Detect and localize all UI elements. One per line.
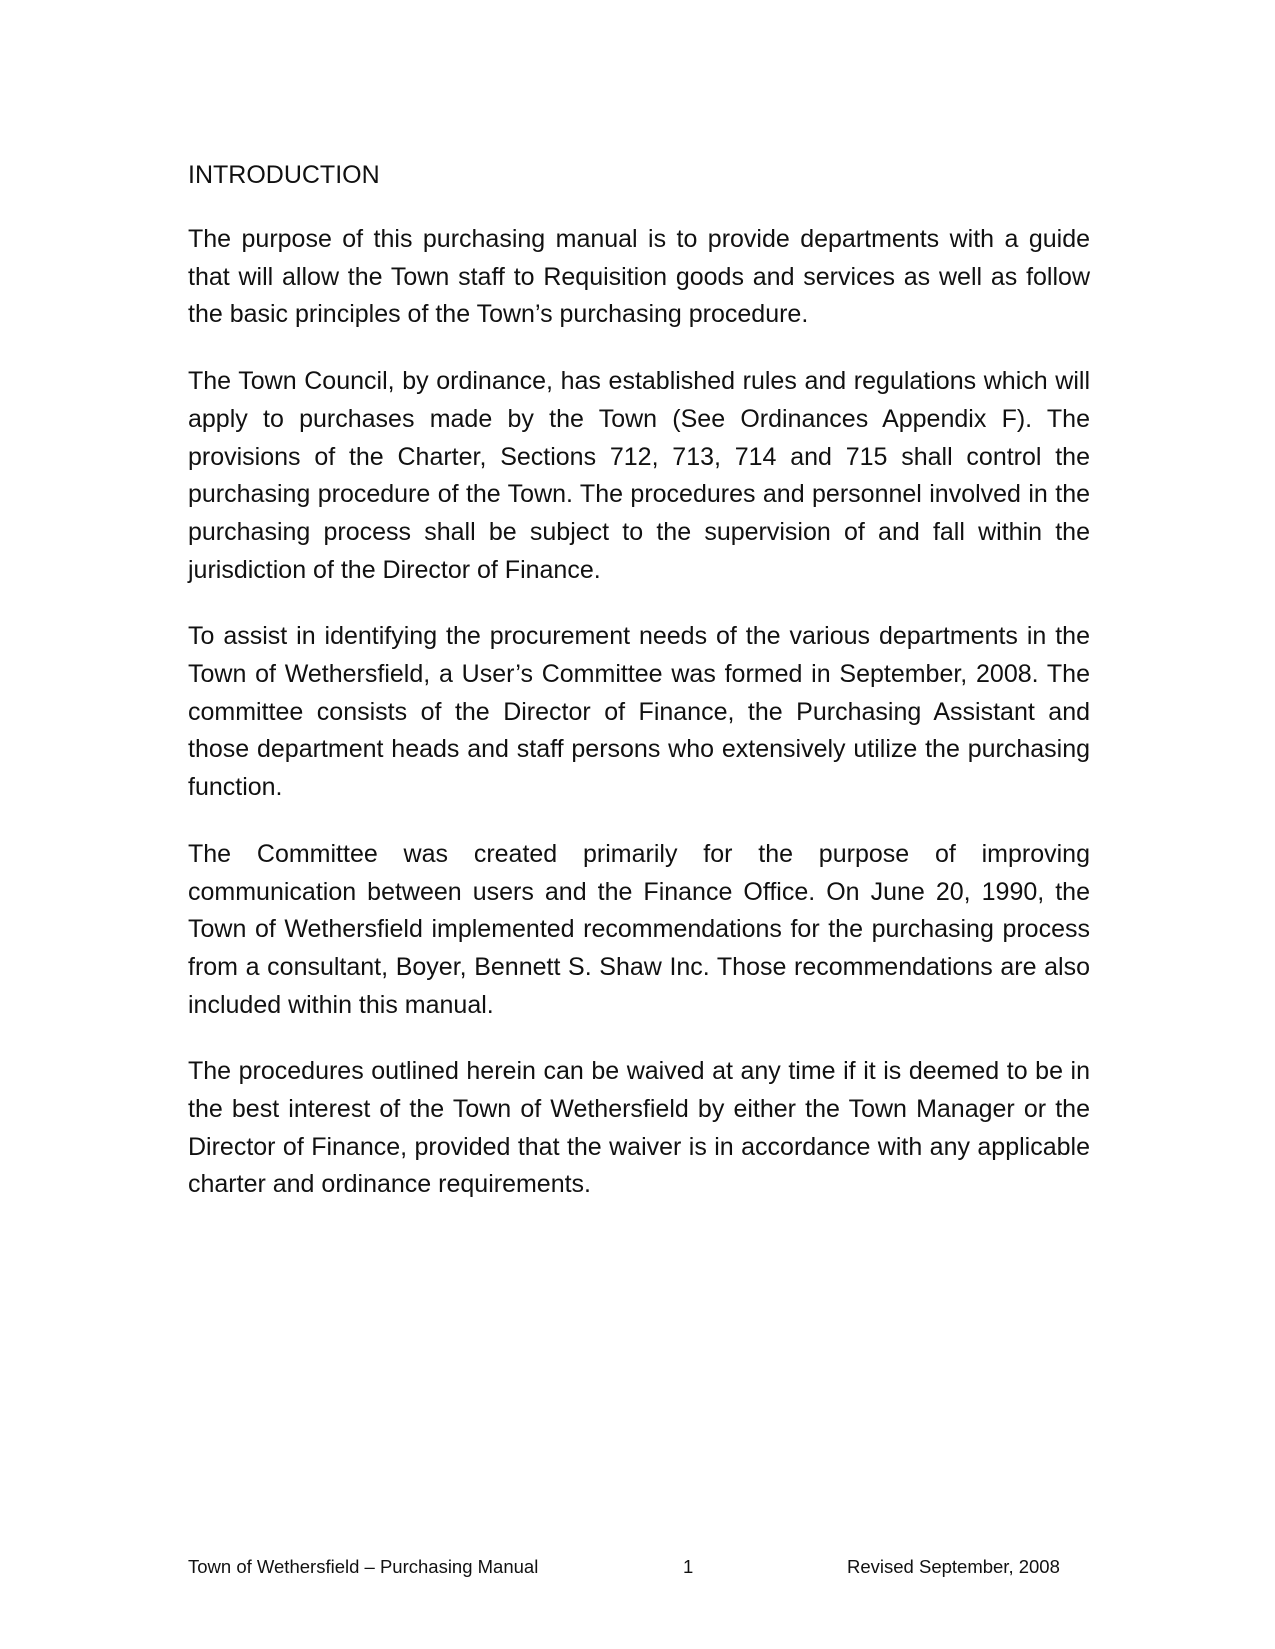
page-number: 1: [683, 1556, 694, 1577]
paragraph-waiver: The procedures outlined herein can be waived at any time if it is deemed to be in the best interest of the Town of Wethersfield by either the Town Manager or the Director of Finance, provided that the waiver is in accordance with any applicable charter and ordinance requirements.: [188, 1057, 1090, 1199]
paragraph-town-council: The Town Council, by ordinance, has established rules and regulations which will apply to purchases made by the Town (See Ordinances Appendix F). The provisions of the Charter, Sections 712, 713, 714 and 715 shall control the purchasing procedure of the Town. The procedures and personnel involved in the purchasing process shall be subject to the supervision of and fall within the jurisdiction of the Director of Finance.: [188, 367, 1090, 584]
page-footer: [188, 1556, 1090, 1580]
footer-revision: Revised September, 2008: [847, 1556, 1060, 1577]
paragraph-committee-purpose: The Committee was created primarily for the purpose of improving communication between users and the Finance Office. On June 20, 1990, the Town of Wethersfield implemented recommendations for the purchasing process from a consultant, Boyer, Bennett S. Shaw Inc. Those recommendations are also included within this manual.: [188, 839, 1090, 1019]
paragraph-users-committee: To assist in identifying the procurement needs of the various departments in the Town of Wethersfield, a User’s Committee was formed in September, 2008. The committee consists of the Director of Finance, the Purchasing Assistant and those department heads and staff persons who extensively utilize the purchasing function.: [188, 622, 1090, 802]
section-heading: INTRODUCTION: [188, 161, 380, 189]
footer-title: Town of Wethersfield – Purchasing Manual: [188, 1556, 539, 1577]
document-body: [188, 221, 1090, 1233]
paragraph-purpose: The purpose of this purchasing manual is to provide departments with a guide that will allow the Town staff to Requisition goods and services as well as follow the basic principles of the Town’s purchasing procedure.: [188, 225, 1090, 329]
